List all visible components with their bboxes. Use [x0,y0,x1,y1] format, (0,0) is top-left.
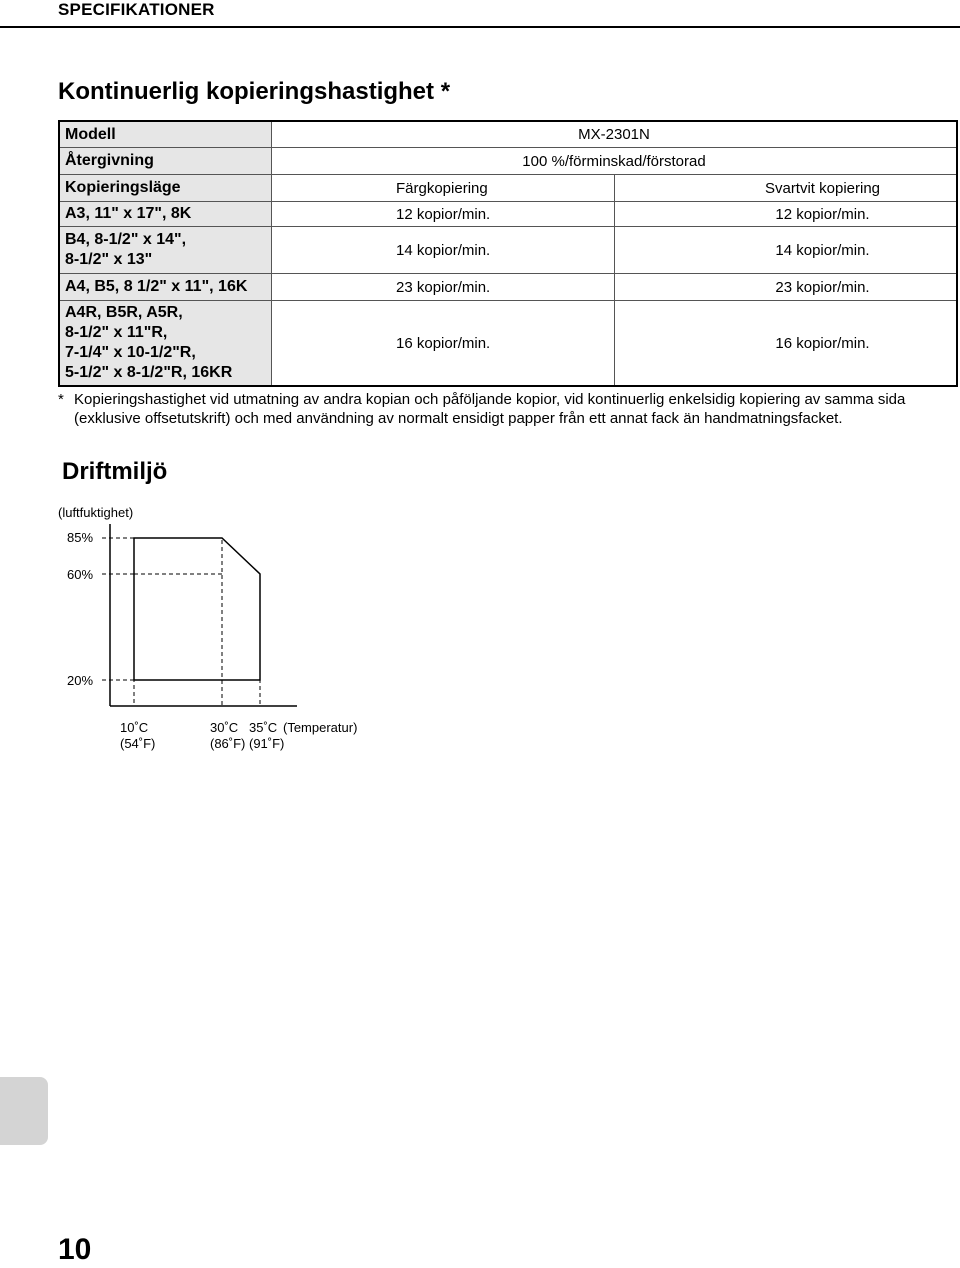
y-tick-20: 20% [67,673,94,688]
x-tick-10f: (54˚F) [120,736,156,751]
x-tick-35c: 35˚C [249,720,278,735]
b4-color-speed: 14 kopior/min. [272,227,615,274]
env-section-title: Driftmiljö [62,458,168,485]
y-tick-60: 60% [67,567,94,582]
row-header-a4r-line2: 8-1/2" x 11"R, [65,324,168,341]
table-row [59,121,957,148]
row-header-b4-line1: B4, 8-1/2" x 14", [65,231,187,248]
footnote-mark: * [58,391,64,408]
copy-mode-bw: Svartvit kopiering [615,175,958,202]
y-axis-label: (luftfuktighet) [58,505,134,520]
table-row [59,274,957,301]
a3-bw-speed: 12 kopior/min. [615,202,958,227]
operating-region [134,538,260,680]
page-number: 10 [58,1233,92,1266]
copy-mode-color: Färgkopiering [272,175,615,202]
row-header-a3: A3, 11" x 17", 8K [59,202,272,227]
x-tick-30f: (86˚F) [210,736,246,751]
row-header-reproduction: Återgivning [59,148,272,175]
reproduction-value: 100 %/förminskad/förstorad [272,148,958,175]
speed-section-title: Kontinuerlig kopieringshastighet * [58,78,451,105]
a3-color-speed: 12 kopior/min. [272,202,615,227]
row-header-a4r [59,301,272,387]
header-bar [0,0,960,28]
row-header-a4r-line1: A4R, B5R, A5R, [65,304,183,321]
x-tick-35f: (91˚F) [249,736,285,751]
x-axis-label: (Temperatur) [283,720,358,735]
table-row [59,202,957,227]
table-row [59,148,957,175]
table-row [59,227,957,274]
environment-diagram [50,500,390,760]
a4r-color-speed: 16 kopior/min. [272,301,615,387]
table-row [59,175,957,202]
header-title: SPECIFIKATIONER [58,0,215,19]
b4-bw-speed: 14 kopior/min. [615,227,958,274]
row-header-model: Modell [59,121,272,148]
x-tick-10c: 10˚C [120,720,149,735]
footnote-text: Kopieringshastighet vid utmatning av andra kopian och påföljande kopior, vid kontinuerlig enkelsidig kopiering av samma sida (exklusive offsetutskrift) och med användning av normalt ensidigt papper från ett annat fack än handmatningsfacket. [74,391,906,427]
speed-footnote [58,390,948,428]
row-header-b4 [59,227,272,274]
speed-spec-table [58,120,958,387]
row-header-copy-mode: Kopieringsläge [59,175,272,202]
a4-color-speed: 23 kopior/min. [272,274,615,301]
row-header-a4r-line3: 7-1/4" x 10-1/2"R, [65,344,196,361]
row-header-a4: A4, B5, 8 1/2" x 11", 16K [59,274,272,301]
side-tab [0,1077,48,1145]
x-tick-30c: 30˚C [210,720,239,735]
a4r-bw-speed: 16 kopior/min. [615,301,958,387]
y-tick-85: 85% [67,530,94,545]
row-header-a4r-line4: 5-1/2" x 8-1/2"R, 16KR [65,364,233,381]
a4-bw-speed: 23 kopior/min. [615,274,958,301]
table-row [59,301,957,387]
model-value: MX-2301N [272,121,958,148]
row-header-b4-line2: 8-1/2" x 13" [65,251,153,268]
